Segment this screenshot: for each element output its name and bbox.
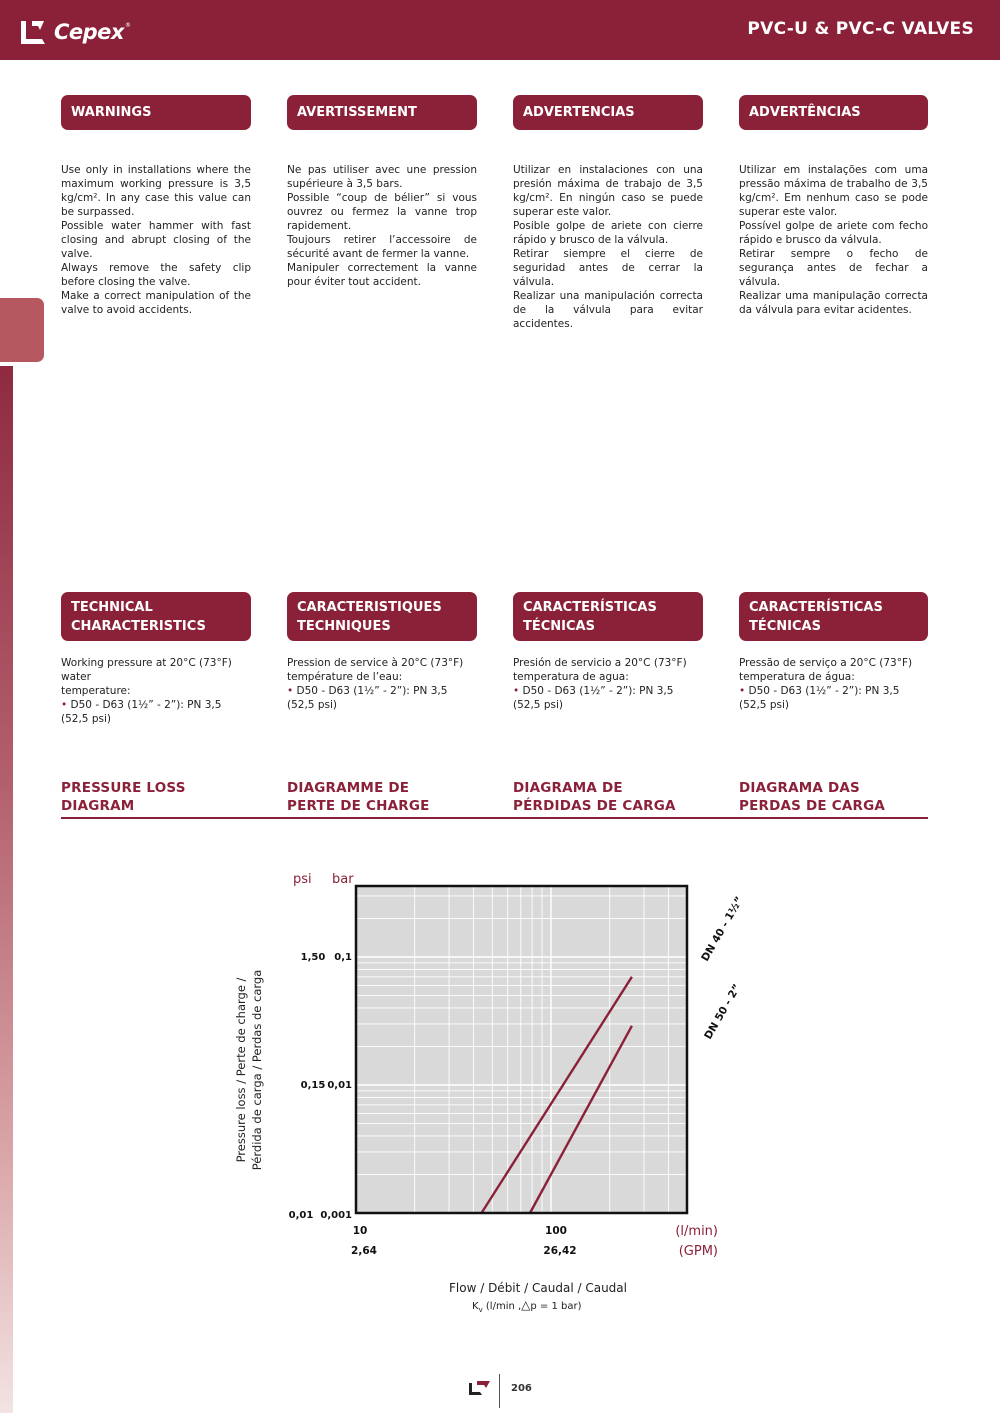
y-tick-label-psi: 0,15 bbox=[300, 1080, 326, 1091]
warning-line: Posible golpe de ariete con cierre rápido y brusco de la válvula. bbox=[513, 220, 703, 246]
technical-line: Pressão de serviço a 20°C (73°F) bbox=[739, 657, 913, 669]
technical-line: Pression de service à 20°C (73°F) bbox=[287, 657, 464, 669]
y-axis-label-line: Pérdida de carga / Perdas de carga bbox=[250, 969, 264, 1171]
warning-line: Realizar una manipulación correcta de la válvula para evitar accidentes. bbox=[513, 290, 703, 330]
technical-label-line: TÉCNICAS bbox=[523, 619, 595, 634]
technical-line: température de l’eau: bbox=[287, 671, 403, 683]
bullet-icon: • bbox=[287, 685, 294, 697]
warnings-label-en: WARNINGS bbox=[61, 95, 251, 130]
technical-line: temperatura de água: bbox=[739, 671, 855, 683]
diagram-divider bbox=[61, 817, 928, 819]
technical-line: Working pressure at 20°C (73°F) water bbox=[61, 657, 232, 683]
technical-label-line: CHARACTERISTICS bbox=[71, 619, 206, 634]
technical-spec bbox=[61, 698, 261, 712]
technical-line: (52,5 psi) bbox=[739, 699, 789, 711]
warning-line: Use only in installations where the maximum working pressure is 3,5 kg/cm². In any case this value can be surpassed. bbox=[61, 164, 251, 218]
y-tick-label-bar: 0,1 bbox=[334, 952, 352, 963]
diagram-heading-line: DIAGRAMA DAS bbox=[739, 780, 860, 796]
technical-spec-text: D50 - D63 (1½” - 2”): PN 3,5 bbox=[293, 685, 448, 697]
technical-line: (52,5 psi) bbox=[287, 699, 337, 711]
technical-line: Presión de servicio a 20°C (73°F) bbox=[513, 657, 687, 669]
technical-label-line: CARACTERISTIQUES bbox=[297, 600, 442, 615]
series-label-dn40: DN 40 - 1½” bbox=[699, 894, 746, 964]
y-unit-psi: psi bbox=[293, 872, 312, 887]
warnings-text-pt bbox=[739, 163, 928, 317]
plot-area bbox=[356, 886, 687, 1213]
x-axis-sublabel-text: (l/min , bbox=[482, 1301, 522, 1312]
x-axis-sublabel bbox=[472, 1298, 582, 1314]
warnings-label-pt: ADVERTÊNCIAS bbox=[739, 95, 928, 130]
technical-label-fr bbox=[287, 592, 477, 641]
bullet-icon: • bbox=[739, 685, 746, 697]
warning-line: Make a correct manipulation of the valve to avoid accidents. bbox=[61, 290, 251, 316]
warnings-text-fr bbox=[287, 163, 477, 289]
x-axis-label: Flow / Débit / Caudal / Caudal bbox=[449, 1281, 627, 1295]
warning-line: Realizar uma manipulação correcta da válvula para evitar acidentes. bbox=[739, 290, 928, 316]
warnings-label-fr: AVERTISSEMENT bbox=[287, 95, 477, 130]
warnings-label-es: ADVERTENCIAS bbox=[513, 95, 703, 130]
series-layer bbox=[482, 977, 632, 1213]
diagram-heading-es bbox=[513, 779, 676, 815]
bullet-icon: • bbox=[61, 699, 68, 711]
y-tick-label-psi: 1,50 bbox=[300, 952, 326, 963]
warning-line: Possível golpe de ariete com fecho rápido e brusco da válvula. bbox=[739, 220, 928, 246]
y-unit-bar: bar bbox=[332, 872, 354, 887]
technical-line: (52,5 psi) bbox=[61, 713, 111, 725]
technical-spec bbox=[739, 684, 939, 698]
diagram-heading-en bbox=[61, 779, 186, 815]
technical-spec bbox=[513, 684, 713, 698]
side-tab bbox=[0, 298, 44, 362]
diagram-heading-line: DIAGRAMME DE bbox=[287, 780, 410, 796]
y-tick-label-bar: 0,001 bbox=[320, 1210, 352, 1221]
technical-spec bbox=[287, 684, 487, 698]
technical-label-line: TECHNICAL bbox=[71, 600, 153, 615]
bullet-icon: • bbox=[513, 685, 520, 697]
plot-frame bbox=[356, 886, 687, 1213]
diagram-heading-line: DIAGRAM bbox=[61, 798, 135, 814]
diagram-heading-line: DIAGRAMA DE bbox=[513, 780, 623, 796]
cepex-logo-icon bbox=[18, 17, 48, 47]
x-unit-gpm: (GPM) bbox=[678, 1244, 718, 1259]
technical-text-fr bbox=[287, 656, 487, 712]
grid-layer bbox=[356, 886, 687, 1213]
technical-line: temperature: bbox=[61, 685, 131, 697]
x-tick-label: 100 bbox=[545, 1225, 567, 1237]
technical-text-es bbox=[513, 656, 713, 712]
x-axis-sublabel-index: v bbox=[478, 1306, 483, 1314]
technical-label-line: TECHNIQUES bbox=[297, 619, 391, 634]
technical-spec-text: D50 - D63 (1½” - 2”): PN 3,5 bbox=[67, 699, 222, 711]
x-tick-label: 10 bbox=[352, 1225, 368, 1237]
y-axis-label-line: Pressure loss / Perte de charge / bbox=[234, 977, 248, 1163]
warning-line: Utilizar em instalações com uma pressão máxima de trabalho de 3,5 kg/cm². Em nenhum caso se pode superar este valor. bbox=[739, 164, 928, 218]
technical-text-pt bbox=[739, 656, 939, 712]
technical-line: temperatura de agua: bbox=[513, 671, 629, 683]
technical-text-en bbox=[61, 656, 261, 726]
technical-spec-text: D50 - D63 (1½” - 2”): PN 3,5 bbox=[519, 685, 674, 697]
warning-line: Ne pas utiliser avec une pression supérieure à 3,5 bars. bbox=[287, 164, 477, 190]
brand-name: Cepex bbox=[54, 20, 124, 44]
technical-label-line: CARACTERÍSTICAS bbox=[523, 600, 657, 615]
series-label-dn50: DN 50 - 2” bbox=[702, 982, 744, 1042]
x-tick-label-gpm: 2,64 bbox=[351, 1245, 377, 1257]
header-title: PVC-U & PVC-C VALVES bbox=[747, 19, 974, 39]
diagram-heading-fr bbox=[287, 779, 430, 815]
series-line-dn50 bbox=[530, 1026, 632, 1213]
warning-line: Retirar siempre el cierre de seguridad antes de cerrar la válvula. bbox=[513, 248, 703, 288]
page-header bbox=[0, 0, 1000, 60]
page-number: 206 bbox=[511, 1383, 532, 1394]
brand-registered-mark: ® bbox=[124, 21, 131, 29]
x-axis-sublabel-k: K bbox=[472, 1301, 479, 1312]
warning-line: Possible water hammer with fast closing and abrupt closing of the valve. bbox=[61, 220, 251, 260]
diagram-heading-line: PERDAS DE CARGA bbox=[739, 798, 885, 814]
x-unit-lmin: (l/min) bbox=[675, 1224, 718, 1239]
side-gradient-bar bbox=[0, 366, 13, 1413]
warnings-text-es bbox=[513, 163, 703, 331]
technical-label-pt bbox=[739, 592, 928, 641]
diagram-heading-line: PÉRDIDAS DE CARGA bbox=[513, 798, 676, 814]
series-line-dn40 bbox=[482, 977, 632, 1213]
diagram-heading-pt bbox=[739, 779, 885, 815]
warning-line: Possible “coup de bélier” si vous ouvrez ou fermez la vanne trop rapidement. bbox=[287, 192, 477, 232]
technical-line: (52,5 psi) bbox=[513, 699, 563, 711]
warning-line: Retirar sempre o fecho de segurança antes de fechar a válvula. bbox=[739, 248, 928, 288]
y-tick-label-bar: 0,01 bbox=[327, 1080, 352, 1091]
technical-label-line: CARACTERÍSTICAS bbox=[749, 600, 883, 615]
x-tick-label-gpm: 26,42 bbox=[543, 1245, 577, 1257]
footer-divider bbox=[499, 1374, 500, 1408]
technical-spec-text: D50 - D63 (1½” - 2”): PN 3,5 bbox=[745, 685, 900, 697]
brand-logo bbox=[18, 16, 131, 48]
diagram-heading-line: PERTE DE CHARGE bbox=[287, 798, 430, 814]
x-axis-sublabel-tail: p = 1 bar) bbox=[530, 1301, 582, 1312]
y-tick-label-psi: 0,01 bbox=[288, 1210, 314, 1221]
warning-line: Utilizar en instalaciones con una presión máxima de trabajo de 3,5 kg/cm². En ningún caso se puede superar este valor. bbox=[513, 164, 703, 218]
warnings-text-en bbox=[61, 163, 251, 317]
warning-line: Manipuler correctement la vanne pour éviter tout accident. bbox=[287, 262, 477, 288]
delta-icon: △ bbox=[521, 1298, 531, 1312]
technical-label-es bbox=[513, 592, 703, 641]
warning-line: Always remove the safety clip before closing the valve. bbox=[61, 262, 251, 288]
cepex-footer-logo-icon bbox=[468, 1380, 492, 1396]
diagram-heading-line: PRESSURE LOSS bbox=[61, 780, 186, 796]
technical-label-line: TÉCNICAS bbox=[749, 619, 821, 634]
warning-line: Toujours retirer l’accessoire de sécurité avant de fermer la vanne. bbox=[287, 234, 477, 260]
technical-label-en bbox=[61, 592, 251, 641]
